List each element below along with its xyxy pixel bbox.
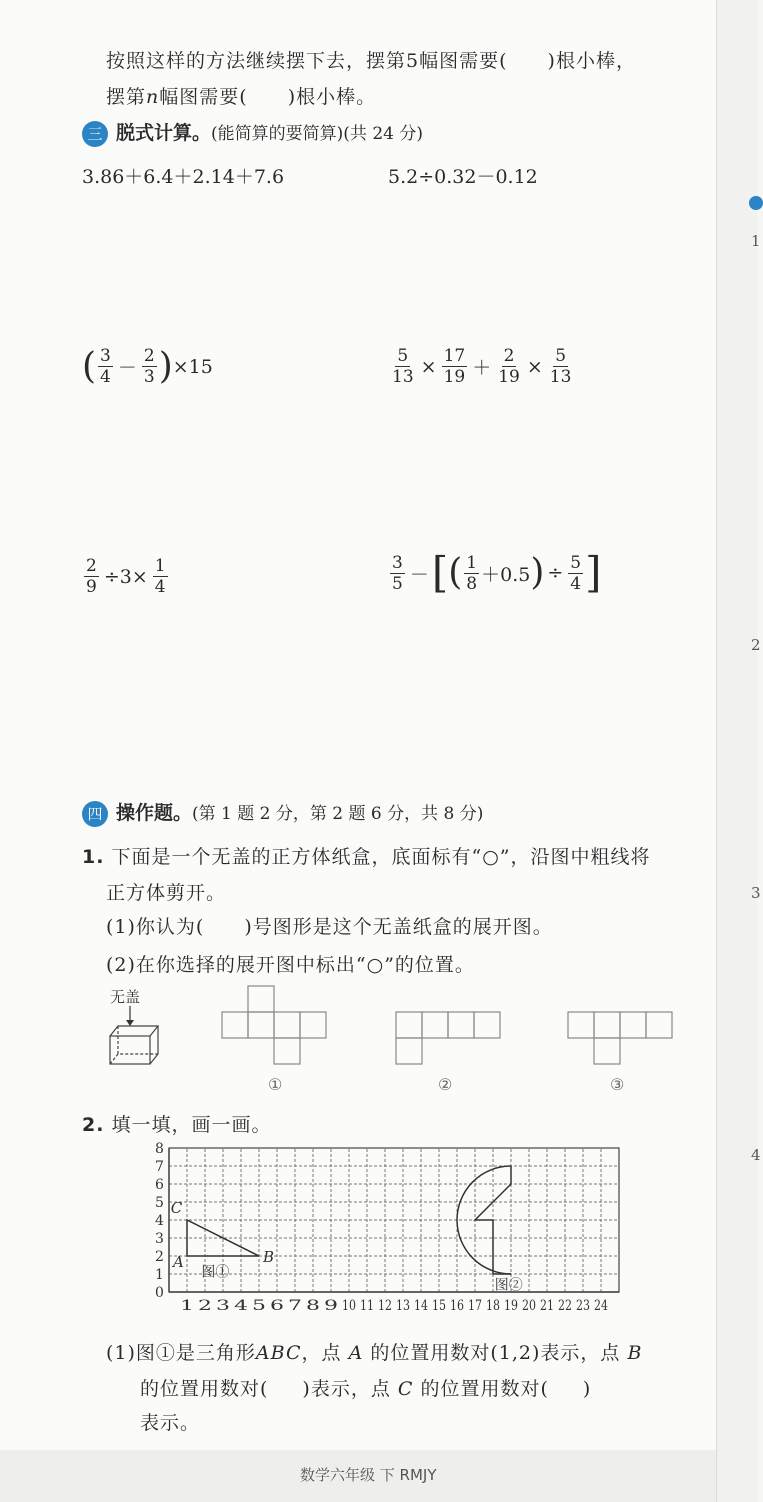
edge-number: 1	[751, 232, 761, 250]
fraction	[84, 556, 99, 597]
x-tick-label: 14	[414, 1298, 429, 1314]
numerator: 3	[392, 552, 403, 573]
fraction	[142, 346, 157, 387]
y-tick-label: 4	[155, 1213, 164, 1229]
point-b-label: B	[263, 1248, 275, 1266]
math-variable: C	[397, 1378, 414, 1400]
numerator: 1	[466, 552, 478, 573]
figure-1-label: 图①	[201, 1264, 230, 1281]
section-badge: 四	[82, 801, 108, 827]
q1-line-1	[82, 842, 651, 869]
sub-question: (2)在你选择的展开图中标出“○”的位置。	[106, 954, 475, 976]
coordinate-grid	[145, 1142, 635, 1322]
expr-text: ×15	[172, 355, 213, 378]
q2-sub-3	[140, 1408, 200, 1435]
question-text: 正方体剪开。	[106, 882, 227, 904]
arrow-head	[126, 1020, 134, 1026]
intro-line-1	[106, 46, 636, 73]
intro-variable: n	[146, 86, 160, 108]
denominator: 19	[498, 367, 520, 387]
x-tick-label: 10	[342, 1298, 356, 1314]
section-badge-icon	[749, 196, 763, 210]
fraction	[98, 346, 113, 387]
fraction	[496, 346, 522, 387]
net-3-label: ③	[610, 1075, 625, 1094]
expr-text: 3.86＋6.4＋2.14＋7.6	[82, 166, 285, 188]
sub-question: 的位置用数对(	[140, 1378, 269, 1400]
denominator: 9	[86, 577, 97, 597]
denominator: 4	[570, 573, 582, 594]
fraction	[568, 553, 583, 594]
net-1	[222, 986, 326, 1064]
x-tick-label: 1	[180, 1298, 194, 1314]
cube-label: 无盖	[110, 988, 141, 1006]
y-tick-label: 5	[155, 1195, 164, 1211]
expr-5	[82, 556, 170, 597]
left-paren: (	[82, 345, 97, 387]
expr-2	[388, 162, 538, 189]
numerator: 5	[555, 346, 567, 366]
right-bracket: ]	[585, 548, 602, 597]
net-1-label: ①	[268, 1075, 283, 1094]
q1-sub-1	[106, 912, 553, 939]
numerator: 5	[570, 552, 582, 573]
sub-question: 的位置用数对(1,2)表示，点	[370, 1342, 621, 1364]
cube-icon	[110, 1026, 158, 1064]
expr-1	[82, 162, 284, 189]
sub-question: (1)你认为( )号图形是这个无盖纸盒的展开图。	[106, 916, 553, 938]
fraction	[464, 553, 479, 594]
fraction	[153, 556, 168, 597]
footer-text: 数学六年级 下 RMJY	[300, 1466, 437, 1484]
numerator: 1	[154, 556, 166, 576]
y-tick-label: 7	[155, 1159, 164, 1175]
denominator: 3	[143, 367, 155, 387]
x-tick-label: 18	[486, 1298, 500, 1314]
page-footer	[0, 1450, 716, 1502]
x-tick-label: 6	[270, 1298, 285, 1314]
intro-text: )根小棒。	[287, 86, 377, 108]
q1-line-2	[106, 878, 226, 905]
expr-6	[388, 548, 602, 597]
sub-question: ，点	[301, 1342, 342, 1364]
y-tick-label: 0	[155, 1285, 164, 1301]
x-tick-label: 21	[540, 1298, 554, 1314]
x-tick-label: 23	[576, 1298, 590, 1314]
expr-4	[388, 346, 575, 387]
edge-number: 4	[751, 1146, 761, 1164]
denominator: 13	[392, 367, 414, 387]
question-number: 1.	[82, 846, 105, 868]
edge-number: 3	[751, 884, 761, 902]
y-tick-label: 3	[155, 1231, 164, 1247]
cube-nets-figure	[100, 980, 700, 1100]
denominator: 19	[443, 367, 466, 387]
section-note: (能简算的要简算)(共 24 分)	[211, 124, 423, 144]
section4-header	[82, 798, 483, 827]
y-tick-label: 6	[155, 1177, 164, 1193]
numerator: 3	[100, 346, 111, 366]
operator: ×	[526, 355, 543, 378]
math-variable: A	[348, 1342, 364, 1364]
next-page-edge	[716, 0, 761, 1502]
x-tick-label: 5	[252, 1298, 266, 1314]
right-paren: )	[158, 345, 173, 387]
fraction	[442, 346, 468, 387]
expr-text: ＋0.5	[481, 563, 531, 586]
sub-question: 的位置用数对(	[420, 1378, 549, 1400]
intro-text: 按照这样的方法继续摆下去，摆第	[106, 50, 407, 72]
sub-question: )表示，点	[302, 1378, 391, 1400]
x-tick-label: 22	[558, 1298, 572, 1314]
x-tick-label: 9	[324, 1298, 338, 1314]
section-title: 脱式计算。	[116, 122, 212, 144]
denominator: 13	[549, 367, 572, 387]
intro-text: 摆第	[106, 86, 147, 108]
operator: －	[409, 563, 429, 586]
x-tick-label: 2	[198, 1298, 212, 1314]
question-text: 下面是一个无盖的正方体纸盒，底面标有“○”，沿图中粗线将	[111, 846, 651, 868]
x-tick-label: 3	[216, 1298, 230, 1314]
intro-text: )根小棒，	[547, 50, 636, 72]
x-tick-label: 16	[450, 1298, 465, 1314]
x-tick-label: 8	[306, 1298, 320, 1314]
q2-sub-1	[106, 1338, 642, 1365]
question-text: 填一填，画一画。	[111, 1114, 272, 1136]
section3-header	[82, 118, 423, 147]
operator: ÷3×	[103, 565, 148, 588]
expr-3	[82, 346, 213, 387]
math-variable: B	[627, 1342, 643, 1364]
denominator: 4	[154, 577, 166, 597]
operator: －	[117, 357, 137, 379]
edge-number: 2	[751, 636, 761, 654]
numerator: 2	[503, 346, 515, 366]
intro-text: 幅图需要(	[419, 50, 508, 72]
left-bracket: [	[431, 548, 449, 597]
x-tick-label: 15	[432, 1298, 446, 1314]
y-tick-label: 8	[155, 1141, 164, 1157]
x-tick-label: 19	[504, 1298, 518, 1314]
q2-line	[82, 1110, 272, 1137]
fraction	[390, 553, 405, 594]
net-2	[396, 1012, 500, 1064]
operator: ＋	[472, 357, 492, 379]
denominator: 5	[392, 573, 403, 594]
x-tick-label: 12	[378, 1298, 392, 1314]
x-tick-label: 20	[522, 1298, 536, 1314]
math-variable: ABC	[255, 1342, 302, 1364]
section-note: (第 1 题 2 分，第 2 题 6 分，共 8 分)	[192, 804, 484, 824]
net-2-label: ②	[438, 1075, 453, 1094]
sub-question: 表示。	[140, 1412, 201, 1434]
x-tick-label: 7	[288, 1298, 302, 1314]
expr-text: 5.2÷0.32－0.12	[388, 166, 538, 188]
point-c-label: C	[170, 1199, 183, 1217]
q2-sub-2	[140, 1374, 591, 1401]
operator: ÷	[547, 562, 564, 584]
x-tick-label: 4	[234, 1298, 249, 1314]
numerator: 17	[443, 346, 466, 366]
intro-number: 5	[406, 50, 420, 72]
x-tick-label: 11	[360, 1298, 374, 1314]
figure-2-label: 图②	[494, 1277, 523, 1294]
x-tick-label: 17	[468, 1298, 482, 1314]
left-paren: (	[448, 552, 463, 593]
sub-question: )	[582, 1378, 592, 1400]
numerator: 5	[397, 346, 409, 366]
point-a-label: A	[173, 1253, 184, 1272]
q1-sub-2	[106, 950, 475, 977]
fraction	[548, 346, 574, 387]
denominator: 8	[466, 573, 478, 594]
intro-line-2	[106, 82, 376, 109]
intro-text: 幅图需要(	[159, 86, 248, 108]
x-tick-label: 13	[396, 1298, 410, 1314]
operator: ×	[420, 355, 437, 378]
sub-question: (1)图①是三角形	[106, 1342, 256, 1364]
net-3	[568, 1012, 672, 1064]
right-paren: )	[530, 552, 545, 593]
numerator: 2	[86, 556, 97, 576]
question-number: 2.	[82, 1114, 105, 1136]
section-badge: 三	[82, 121, 108, 147]
numerator: 2	[143, 346, 155, 366]
denominator: 4	[100, 367, 111, 387]
x-tick-label: 24	[594, 1298, 609, 1314]
y-tick-label: 1	[155, 1267, 164, 1283]
y-tick-label: 2	[155, 1249, 164, 1265]
fraction	[390, 346, 416, 387]
section-title: 操作题。	[116, 802, 193, 824]
